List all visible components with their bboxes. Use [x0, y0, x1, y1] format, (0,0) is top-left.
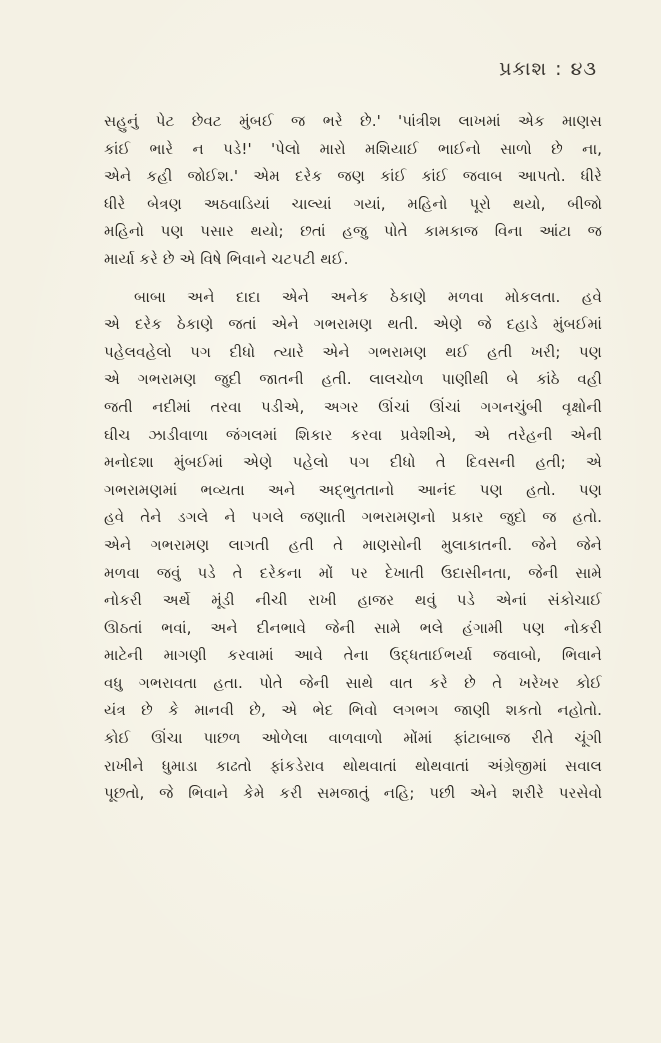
text-line: ઘીચ ઝાડીવાળા જંગલમાં શિકાર કરવા પ્રવેશીએ, એ તરેહની એની	[104, 425, 602, 444]
text-line: ધીરે બેત્રણ અઠવાડિયાં ચાલ્યાં ગયાં, મહિનો પૂરો થયો, બીજો	[104, 194, 602, 213]
text-line: વધુ ગભરાવતા હતા. પોતે જેની સાથે વાત કરે છે તે ખરેખર કોઈ	[104, 673, 602, 692]
text-line: નોકરી અર્થે મૂંડી નીચી રાખી હાજર થવું પડે એનાં સંકોચાઈ	[104, 591, 602, 610]
text-line: મળવા જવું પડે તે દરેકના મોં પર દેખાતી ઉદાસીનતા, જેની સામે	[104, 563, 602, 582]
text-line: હવે તેને ડગલે ને પગલે જણાતી ગભરામણનો પ્રકાર જુદો જ હતો.	[104, 508, 602, 527]
text-line: ગભરામણમાં ભવ્યતા અને અદ્ભુતતાનો આનંદ પણ હતો. પણ	[104, 480, 602, 499]
text-line: મનોદશા મુંબઈમાં એણે પહેલો પગ દીધો તે દિવસની હતી; એ	[104, 453, 602, 472]
text-line: સહુનું પેટ છેવટ મુંબઈ જ ભરે છે.' 'પાંત્રીશ લાખમાં એક માણસ	[104, 112, 602, 130]
text-line: એ દરેક ઠેકાણે જતાં એને ગભરામણ થતી. એણે જે દહાડે મુંબઈમાં	[104, 315, 602, 334]
text-line: ઊઠતાં ભવાં, અને દીનભાવે જેની સામે ભલે હંગામી પણ નોકરી	[104, 618, 602, 637]
text-line: બાબા અને દાદા એને અનેક ઠેકાણે મળવા મોકલતા. હવે	[134, 287, 602, 306]
paragraph	[104, 108, 602, 274]
header-separator: :	[555, 58, 563, 80]
body-text	[104, 108, 602, 808]
text-line: મહિનો પણ પસાર થયો; છતાં હજુ પોતે કામકાજ વિના આંટા જ	[104, 222, 602, 241]
page-number: ૪૩	[570, 58, 597, 80]
text-line: એને કહી જોઈશ.' એમ દરેક જણ કાંઈ કાંઈ જવાબ આપતો. ધીરે	[104, 167, 602, 186]
running-header	[499, 58, 597, 80]
text-line: યંત્ર છે કે માનવી છે, એ ભેદ ભિવો લગભગ જાણી શકતો નહોતો.	[104, 701, 602, 720]
text-line: માટેની માગણી કરવામાં આવે તેના ઉદ્ધતાઈભર્યા જવાબો, ભિવાને	[104, 646, 602, 665]
text-line: રાખીને ધુમાડા કાઢતો ફાંકડેરાવ થોથવાતાં થોથવાતાં અંગ્રેજીમાં સવાલ	[104, 756, 602, 775]
paragraph	[104, 284, 602, 808]
text-line: પૂછતો, જે ભિવાને કેમે કરી સમજાતું નહિ; પછી એને શરીરે પરસેવો	[104, 784, 602, 803]
text-line: પહેલવહેલો પગ દીધો ત્યારે એને ગભરામણ થઈ હતી ખરી; પણ	[104, 342, 602, 361]
text-line: કાંઈ ભારે ન પડે!' 'પેલો મારો મશિયાઈ ભાઈનો સાળો છે ના,	[104, 139, 602, 158]
text-line: જતી નદીમાં તરવા પડીએ, અગર ઊંચાં ઊંચાં ગગનચુંબી વૃક્ષોની	[104, 397, 602, 416]
text-line: કોઈ ઊંચા પાછળ ઓળેલા વાળવાળો મોંમાં ફાંટાબાજ રીતે ચૂંગી	[104, 729, 602, 748]
text-line: એને ગભરામણ લાગતી હતી તે માણસોની મુલાકાતની. જેને જેને	[104, 535, 602, 554]
text-line: એ ગભરામણ જુદી જાતની હતી. લાલચોળ પાણીથી બે કાંઠે વહી	[104, 370, 602, 389]
text-line: માર્યા કરે છે એ વિષે ભિવાને ચટપટી થઈ.	[104, 249, 349, 268]
chapter-title: પ્રકાશ	[499, 58, 548, 80]
